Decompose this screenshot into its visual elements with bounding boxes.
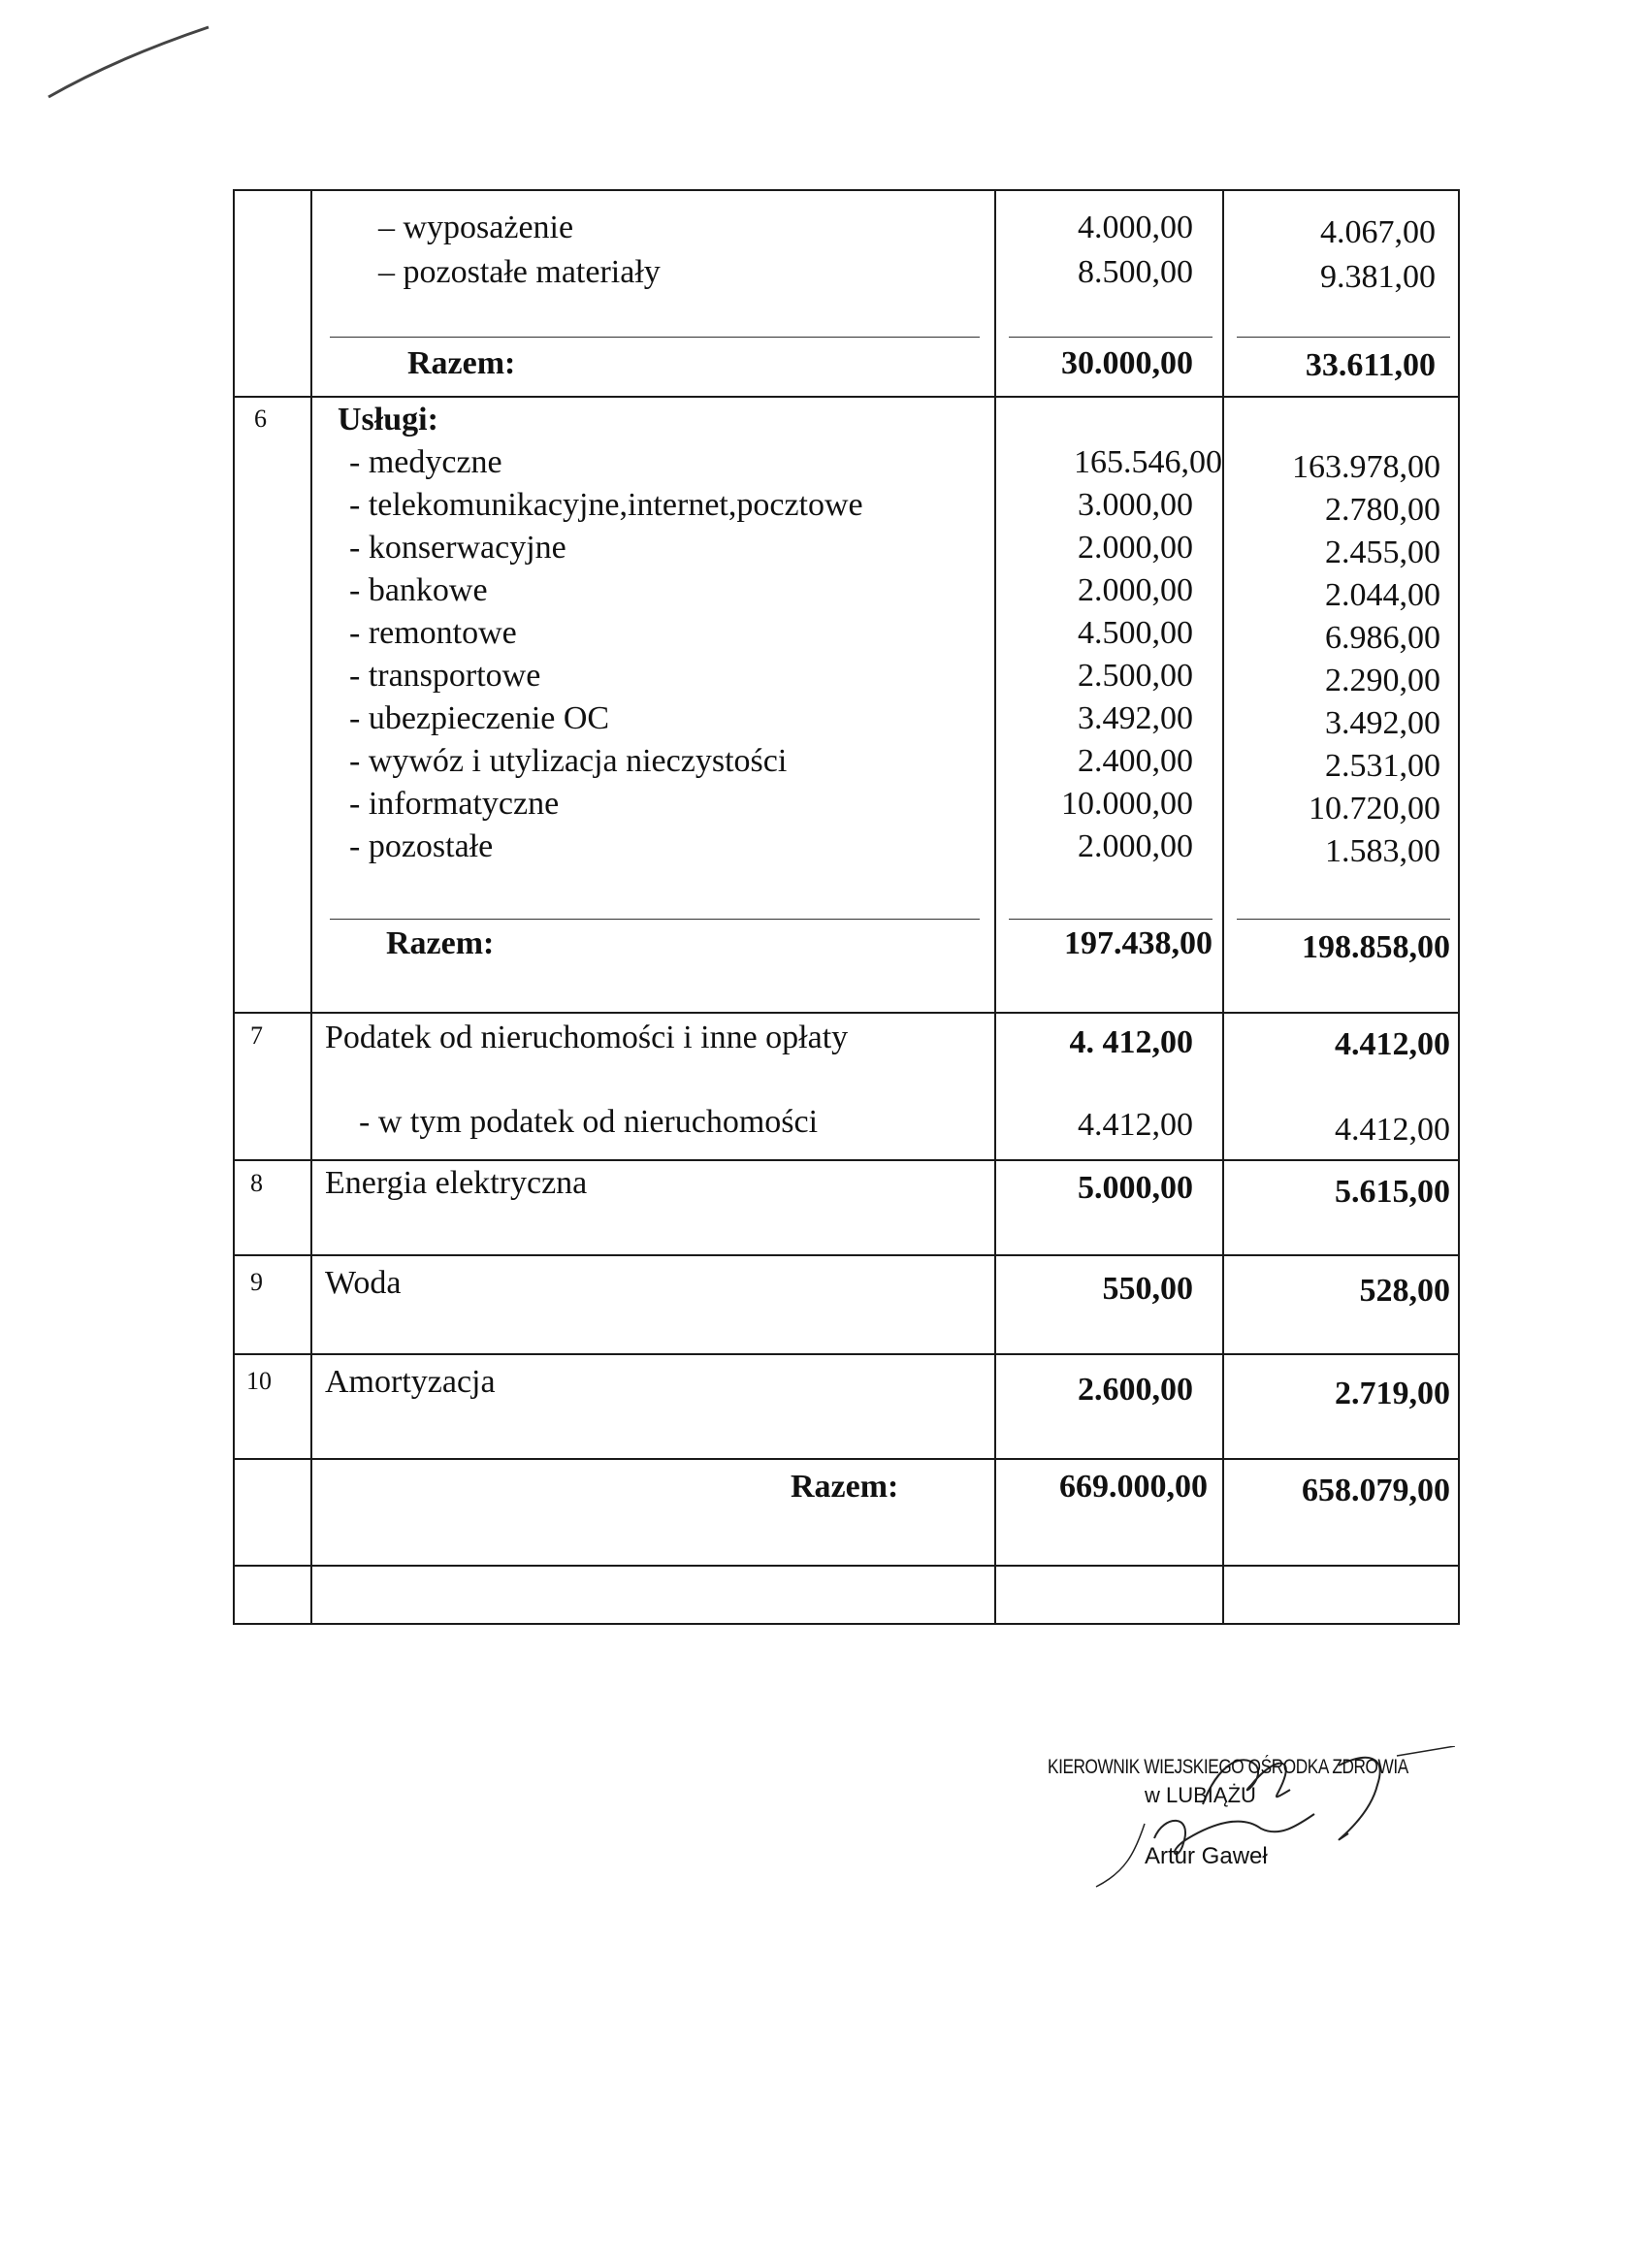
subtotal-rule (1237, 919, 1450, 920)
row-number: 9 (250, 1268, 263, 1296)
row-divider (233, 1565, 1460, 1567)
section-exec: 528,00 (1359, 1273, 1450, 1309)
row-divider (233, 1012, 1460, 1014)
item-plan: 2.000,00 (1078, 828, 1193, 864)
subtotal-rule (1009, 919, 1212, 920)
expense-table (233, 189, 1460, 1625)
official-stamp (1048, 1746, 1455, 1892)
column-divider-lp (310, 189, 312, 1625)
subtotal-exec: 198.858,00 (1302, 929, 1450, 965)
scan-mark (39, 19, 213, 107)
item-plan: 10.000,00 (1061, 786, 1193, 822)
section-title: Amortyzacja (325, 1364, 496, 1400)
section-title: Energia elektryczna (325, 1165, 588, 1201)
stamp-title: KIEROWNIK WIEJSKIEGO OŚRODKA ZDROWIA (1048, 1756, 1408, 1778)
item-exec: 4.067,00 (1320, 214, 1436, 250)
section-title: Podatek od nieruchomości i inne opłaty (325, 1020, 849, 1055)
item-exec: 1.583,00 (1325, 833, 1440, 869)
item-label: - telekomunikacyjne,internet,pocztowe (349, 487, 863, 523)
item-label: - wywóz i utylizacja nieczystości (349, 743, 788, 779)
item-label: - w tym podatek od nieruchomości (359, 1104, 819, 1140)
row-divider (233, 1458, 1460, 1460)
item-exec: 163.978,00 (1292, 449, 1440, 485)
item-plan: 3.492,00 (1078, 700, 1193, 736)
item-label: – wyposażenie (378, 210, 574, 245)
section-plan: 4. 412,00 (1069, 1024, 1193, 1060)
item-label: - transportowe (349, 658, 541, 694)
subtotal-rule (330, 919, 980, 920)
item-plan: 3.000,00 (1078, 487, 1193, 523)
grand-total-exec: 658.079,00 (1302, 1473, 1450, 1508)
item-exec: 2.780,00 (1325, 492, 1440, 528)
grand-total-label: Razem: (791, 1469, 899, 1505)
item-plan: 4.412,00 (1078, 1107, 1193, 1143)
item-exec: 9.381,00 (1320, 259, 1436, 295)
item-label: - remontowe (349, 615, 517, 651)
stamp-location: w LUBIĄŻU (1145, 1783, 1256, 1807)
subtotal-rule (1009, 337, 1212, 338)
item-plan: 2.500,00 (1078, 658, 1193, 694)
subtotal-label: Razem: (386, 925, 495, 961)
row-number: 10 (246, 1367, 272, 1395)
table-border-left (233, 189, 235, 1625)
section-plan: 5.000,00 (1078, 1170, 1193, 1206)
item-exec: 2.455,00 (1325, 535, 1440, 570)
item-label: - pozostałe (349, 828, 494, 864)
row-divider (233, 396, 1460, 398)
item-label: - ubezpieczenie OC (349, 700, 610, 736)
subtotal-rule (1237, 337, 1450, 338)
section-exec: 4.412,00 (1335, 1026, 1450, 1062)
grand-total-plan: 669.000,00 (1059, 1469, 1208, 1505)
section-exec: 2.719,00 (1335, 1376, 1450, 1411)
item-label: - medyczne (349, 444, 502, 480)
item-plan: 165.546,00 (1074, 444, 1222, 480)
table-border-right (1458, 189, 1460, 1625)
row-number: 6 (254, 405, 267, 433)
item-plan: 2.000,00 (1078, 530, 1193, 566)
item-label: - konserwacyjne (349, 530, 566, 566)
item-exec: 6.986,00 (1325, 620, 1440, 656)
table-border-top (233, 189, 1460, 191)
row-number: 8 (250, 1169, 263, 1197)
subtotal-plan: 197.438,00 (1064, 925, 1212, 961)
row-number: 7 (250, 1021, 263, 1050)
row-divider (233, 1159, 1460, 1161)
row-divider (233, 1353, 1460, 1355)
table-border-bottom (233, 1623, 1460, 1625)
item-label: – pozostałe materiały (378, 254, 661, 290)
item-plan: 4.500,00 (1078, 615, 1193, 651)
item-exec: 3.492,00 (1325, 705, 1440, 741)
item-plan: 4.000,00 (1078, 210, 1193, 245)
subtotal-label: Razem: (407, 345, 516, 381)
item-exec: 10.720,00 (1309, 791, 1440, 826)
item-plan: 2.400,00 (1078, 743, 1193, 779)
item-plan: 8.500,00 (1078, 254, 1193, 290)
section-title: Woda (325, 1265, 402, 1301)
item-exec: 2.290,00 (1325, 663, 1440, 698)
item-label: - bankowe (349, 572, 488, 608)
section-plan: 550,00 (1102, 1271, 1193, 1307)
section-plan: 2.600,00 (1078, 1372, 1193, 1408)
subtotal-rule (330, 337, 980, 338)
subtotal-plan: 30.000,00 (1061, 345, 1193, 381)
column-divider-plan (994, 189, 996, 1625)
section-title: Usługi: (338, 402, 438, 437)
item-plan: 2.000,00 (1078, 572, 1193, 608)
item-label: - informatyczne (349, 786, 560, 822)
item-exec: 2.044,00 (1325, 577, 1440, 613)
section-exec: 5.615,00 (1335, 1174, 1450, 1210)
stamp-name: Artur Gaweł (1145, 1843, 1268, 1869)
item-exec: 2.531,00 (1325, 748, 1440, 784)
subtotal-exec: 33.611,00 (1305, 347, 1436, 383)
column-divider-exec (1222, 189, 1224, 1625)
item-exec: 4.412,00 (1335, 1112, 1450, 1148)
row-divider (233, 1254, 1460, 1256)
